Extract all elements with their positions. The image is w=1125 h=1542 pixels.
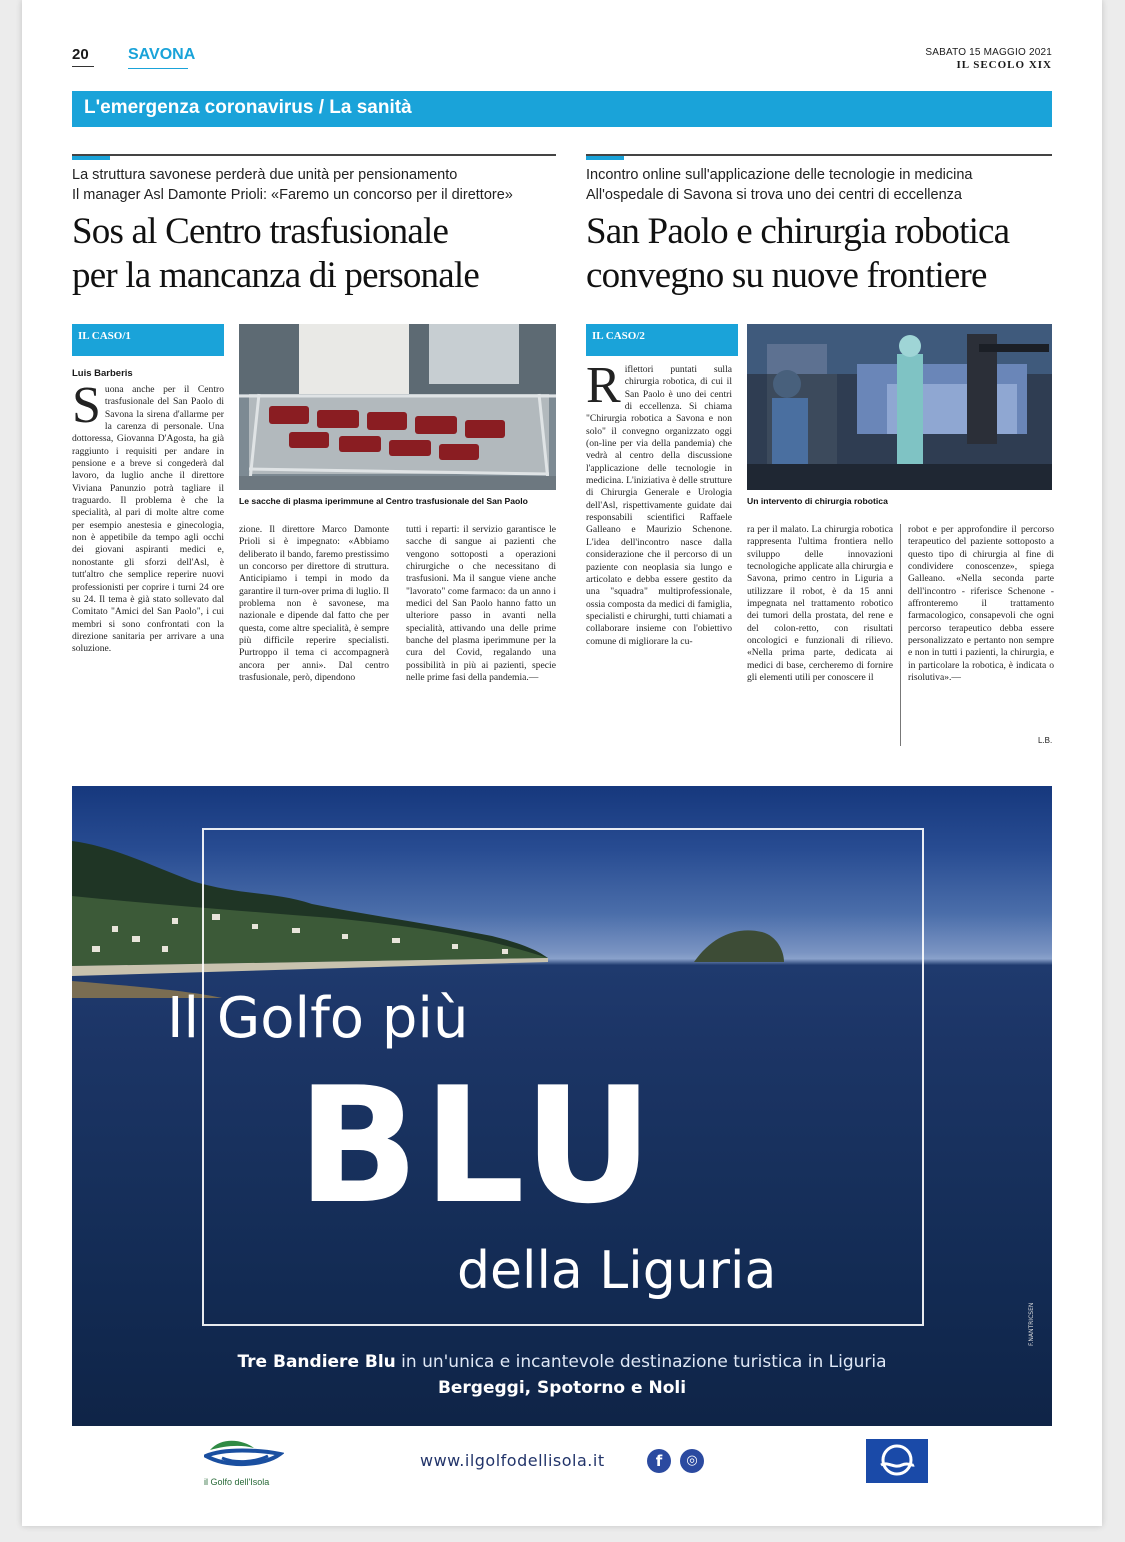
- newspaper-page: [22, 0, 1102, 1526]
- kicker: [586, 165, 1056, 205]
- article-column: [239, 524, 389, 750]
- headline-line: per la mancanza di personale: [72, 255, 479, 296]
- plasma-bags-image: [239, 324, 556, 490]
- article-column: [747, 524, 893, 750]
- article-headline: [72, 210, 572, 298]
- headline-line: convegno su nuove frontiere: [586, 255, 987, 296]
- banner-title: L'emergenza coronavirus / La sanità: [84, 97, 412, 118]
- kicker-line: La struttura savonese perderà due unità per pensionamento: [72, 167, 458, 183]
- kicker: [72, 165, 562, 205]
- golfo-logo-text: il Golfo dell'Isola: [204, 1477, 270, 1487]
- instagram-icon[interactable]: ◎: [680, 1449, 704, 1473]
- divider: [72, 154, 556, 156]
- column-text: uona anche per il Centro trasfusionale del San Paolo di Savona la sirena d'allarme per la carenza di personale. Una dottoressa, Giovanna D'Agosta, ha già raggiunto i requisiti per andare in pensione e a breve si congederà dal lavoro, da luglio anche il direttore Viviana Panunzio potrà tagliare il traguardo. Il problema è che la specialità, al pari di molte altre come per esempio anestesia e ginecologia, non è appetibile da tempo agli occhi dei giovani aspiranti medici e, nonostante gli sforzi dell'Asl, è tutt'altro che semplice reperire nuovi professionisti per coprire i turni 24 ore su 24. Il tema è già stato sollevato dal Comitato "Amici del San Paolo", i cui membri si sono confrontati con la direzione sanitaria per arrivare a una soluzione.: [72, 384, 224, 655]
- column-text: ra per il malato. La chirurgia robotica rappresenta l'ultima frontiera nello sviluppo delle innovazioni tecnologiche applicate alla chirurgia e Savona, primo centro in Liguria a utilizzare il robot, è da 15 anni impegnata nel trattamento robotico dei tumori della prostata, del rene e del colon-retto, con risultati oncologici e funzionali di rilievo. «Nella prima parte, dedicata ai medici di base, cercheremo di fornire gli elementi utili per conoscere il: [747, 524, 893, 684]
- column-text: robot e per approfondire il percorso terapeutico del paziente sottoposto a questo tipo di chirurgia al fine di condividere conoscenze», spiega Galleano. «Nella seconda parte dell'incontro - riferisce Schenone - affronteremo il trattamento farmacologico, consapevoli che ogni percorso terapeutico debba essere personalizzato e pertanto non sempre e non in tutti i pazienti, la chirurgia, e in particolare la robotica, è indicata o risolutiva».—: [908, 524, 1054, 684]
- ad-big-word: BLU: [297, 1052, 658, 1239]
- column-text: tutti i reparti: il servizio garantisce le sacche di sangue ai pazienti che vengono sottoposti a operazioni chirurgiche o che necessitano di trasfusioni. Ma il sangue viene anche "lavorato" come farmaco: da un anno i medici del San Paolo hanno fatto un ulteriore passo in avanti nella specialità, attivando una delle prime banche del plasma iperimmune per la cura del Covid, regalando una possibilità in più ai pazienti, specie nelle prime fasi della pandemia.—: [406, 524, 556, 684]
- accent-bar: [586, 156, 624, 160]
- divider: [128, 68, 188, 69]
- drop-cap: R: [586, 364, 621, 414]
- column-divider: [900, 524, 901, 746]
- kicker-line: Incontro online sull'applicazione delle tecnologie in medicina: [586, 167, 973, 183]
- golfo-logo: [204, 1438, 284, 1487]
- author: Luis Barberis: [72, 368, 133, 379]
- photo-robotic-surgery: [747, 324, 1052, 490]
- case-label: IL CASO/1: [72, 324, 224, 356]
- article-column: [908, 524, 1054, 736]
- ad-subheadline: della Liguria: [457, 1241, 777, 1301]
- case-label: IL CASO/2: [586, 324, 738, 356]
- column-text: zione. Il direttore Marco Damonte Prioli si è impegnato: «Abbiamo deliberato il bando, faremo prestissimo un concorso per direttore di struttura. Anticipiamo i tempi in modo da garantire il turn-over prima di luglio. Il problema non è savonese, ma nazionale e dipende dal fatto che per questa, come altre specialità, è sempre più difficile reperire specialisti. Purtroppo il tema ci accompagnerà ancora per anni». Dal centro trasfusionale, però, dipendono: [239, 524, 389, 684]
- ad-credit: F.NANTRICSEN: [1028, 1302, 1035, 1346]
- photo-caption: Le sacche di plasma iperimmune al Centro trasfusionale del San Paolo: [239, 496, 528, 506]
- kicker-line: Il manager Asl Damonte Prioli: «Faremo un concorso per il direttore»: [72, 187, 513, 203]
- article-column: [406, 524, 556, 750]
- kicker-line: All'ospedale di Savona si trova uno dei centri di eccellenza: [586, 187, 962, 203]
- article-headline: [586, 210, 1066, 298]
- robotic-surgery-image: [747, 324, 1052, 490]
- ad-towns: Bergeggi, Spotorno e Noli: [437, 1378, 687, 1398]
- article-column: [586, 364, 732, 750]
- headline-line: San Paolo e chirurgia robotica: [586, 211, 1010, 252]
- section-name: SAVONA: [128, 46, 196, 63]
- facebook-icon[interactable]: f: [647, 1449, 671, 1473]
- golfo-logo-icon: [204, 1438, 284, 1474]
- article-column: [72, 384, 224, 749]
- drop-cap: S: [72, 384, 101, 434]
- page-number: 20: [72, 46, 89, 63]
- newspaper-name: IL SECOLO XIX: [956, 59, 1052, 71]
- divider: [72, 66, 94, 67]
- website-link[interactable]: www.ilgolfodellisola.it: [420, 1451, 605, 1470]
- blue-flag-emblem: [866, 1439, 928, 1483]
- headline-line: Sos al Centro trasfusionale: [72, 211, 449, 252]
- accent-bar: [72, 156, 110, 160]
- ad-tagline: [72, 1352, 1052, 1372]
- ad-headline: Il Golfo più: [167, 986, 469, 1051]
- tagline-bold: Tre Bandiere Blu: [237, 1352, 396, 1372]
- photo-plasma-bags: [239, 324, 556, 490]
- author-initials: L.B.: [1038, 736, 1053, 745]
- tourism-advertisement: [72, 786, 1052, 1426]
- issue-date: SABATO 15 MAGGIO 2021: [925, 47, 1052, 58]
- tagline-text: in un'unica e incantevole destinazione turistica in Liguria: [395, 1352, 887, 1372]
- topic-banner: [72, 91, 1052, 127]
- column-text: iflettori puntati sulla chirurgia robotica, di cui il San Paolo è uno dei centri di eccellenza. Si chiama "Chirurgia robotica a Savona e non solo" il convegno organizzato oggi (on-line per via della pandemia) che vedrà al centro della discussione l'applicazione delle tecnologie in medicina. L'iniziativa è delle strutture di Chirurgia Generale e Urologia dell'Asl, rispettivamente guidate dai responsabili scientifici Raffaele Galleano e Maurizio Schenone. L'idea dell'incontro nasce dalla considerazione che il percorso di un paziente con neoplasia sia lungo e articolato e debba essere gestito da una "squadra" multiprofessionale, ossia composta da medici di famiglia, specialisti e chirurghi, tutti chiamati a collaborare insieme con l'obiettivo comune di migliorare la cu-: [586, 364, 732, 647]
- blue-flag-icon: [866, 1439, 928, 1483]
- photo-caption: Un intervento di chirurgia robotica: [747, 496, 888, 506]
- divider: [586, 154, 1052, 156]
